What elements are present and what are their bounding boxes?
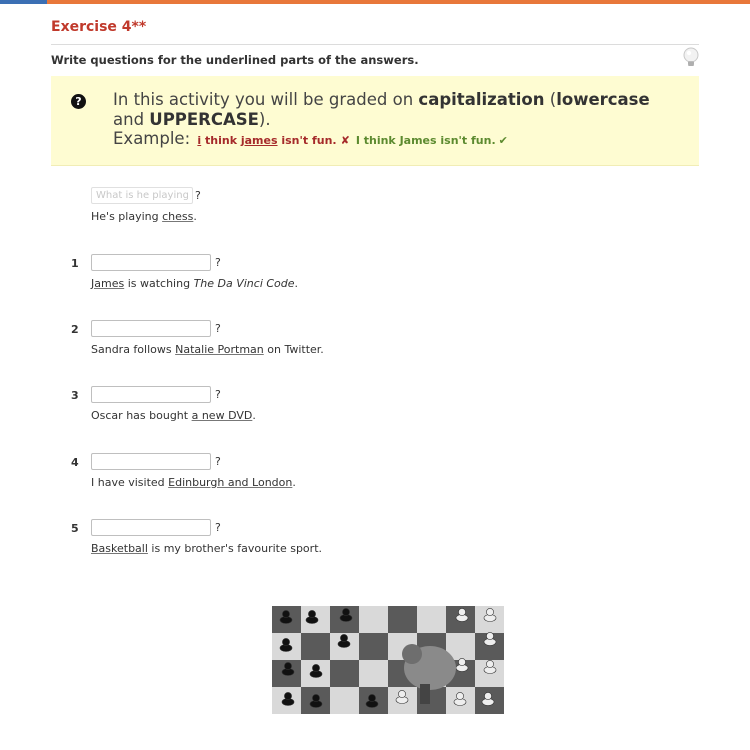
question-item-3 <box>0 386 750 426</box>
example-answer-field <box>91 187 193 204</box>
top-accent-blue <box>0 0 47 4</box>
example-label: Example: <box>113 129 191 148</box>
answer-field-4[interactable] <box>91 453 211 470</box>
question-item-4 <box>0 453 750 493</box>
question-mark: ? <box>215 388 221 401</box>
example-answer-sentence: He's playing chess. <box>91 210 197 223</box>
question-number: 2 <box>71 323 79 336</box>
answer-sentence-3: Oscar has bought a new DVD. <box>91 409 256 422</box>
answer-field-1[interactable] <box>91 254 211 271</box>
note-text: In this activity you will be graded on capitalization (lowercase and UPPERCASE). <box>113 90 650 129</box>
note-example <box>113 129 508 148</box>
exercise-title: Exercise 4** <box>51 19 147 35</box>
question-item-2 <box>0 320 750 360</box>
answer-sentence-1: James is watching The Da Vinci Code. <box>91 277 299 290</box>
question-mark: ? <box>215 521 221 534</box>
question-item-5 <box>0 519 750 559</box>
question-number: 4 <box>71 456 79 469</box>
check-icon: ✔ <box>498 134 508 147</box>
cross-icon: ✘ <box>340 134 350 147</box>
answer-field-5[interactable] <box>91 519 211 536</box>
example-wrong: i think james isn't fun. <box>197 134 337 147</box>
chess-illustration <box>272 606 504 714</box>
answer-sentence-2: Sandra follows Natalie Portman on Twitter. <box>91 343 324 356</box>
answer-field-3[interactable] <box>91 386 211 403</box>
title-divider <box>51 44 699 45</box>
question-item-1 <box>0 254 750 294</box>
answer-sentence-5: Basketball is my brother's favourite sport. <box>91 542 322 555</box>
question-number: 3 <box>71 389 79 402</box>
top-accent-bar <box>0 0 750 4</box>
lightbulb-icon[interactable] <box>682 47 700 69</box>
question-number: 5 <box>71 522 79 535</box>
example-right: I think James isn't fun. <box>355 134 496 147</box>
instructions-text: Write questions for the underlined parts of the answers. <box>51 53 419 67</box>
question-mark: ? <box>195 189 201 202</box>
question-circle-icon[interactable]: ? <box>71 94 86 109</box>
question-mark: ? <box>215 455 221 468</box>
answer-sentence-4: I have visited Edinburgh and London. <box>91 476 296 489</box>
question-mark: ? <box>215 256 221 269</box>
capitalization-note <box>51 76 699 166</box>
answer-field-2[interactable] <box>91 320 211 337</box>
example-item <box>0 187 750 227</box>
question-mark: ? <box>215 322 221 335</box>
question-number: 1 <box>71 257 79 270</box>
